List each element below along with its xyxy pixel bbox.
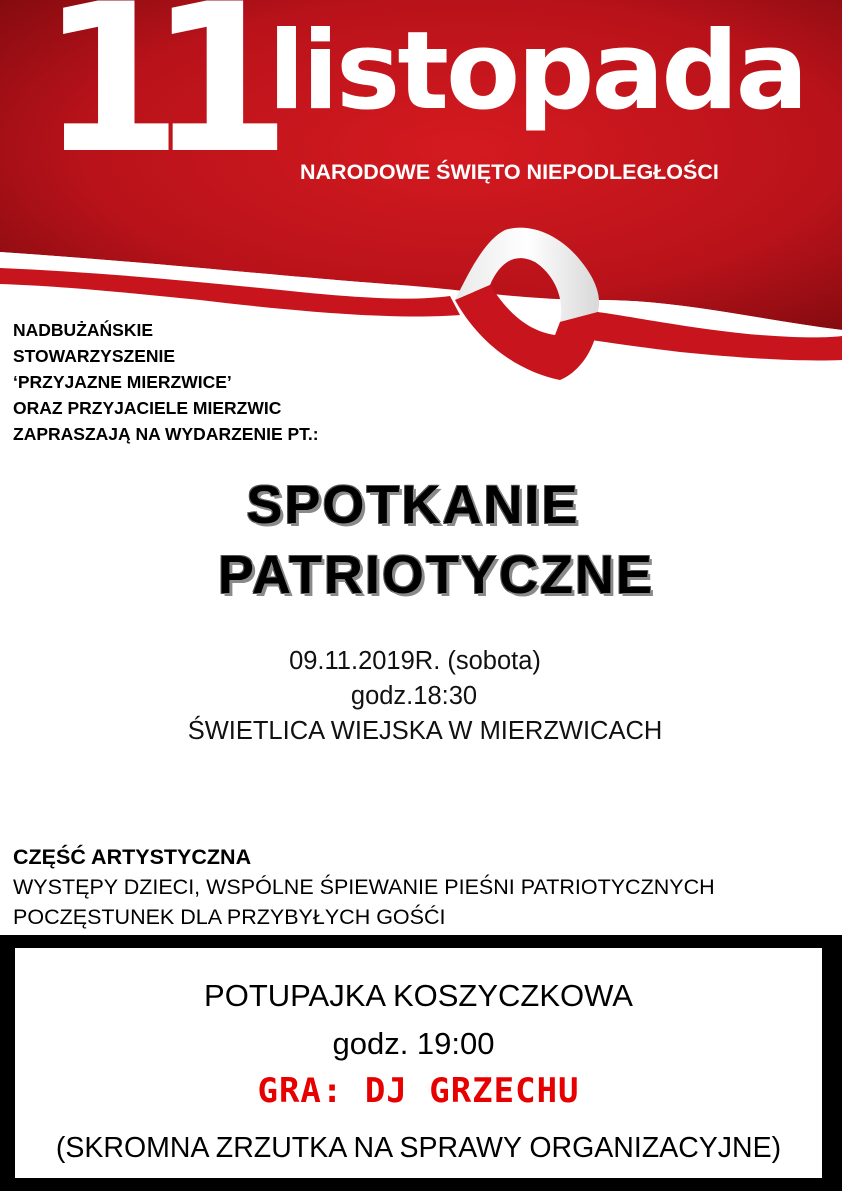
party-time: godz. 19:00 bbox=[332, 1026, 495, 1061]
dj-line: GRA: DJ GRZECHU bbox=[257, 1071, 580, 1111]
party-box bbox=[0, 935, 842, 1191]
program-item: WYSTĘPY DZIECI, WSPÓLNE ŚPIEWANIE PIEŚNI PATRIOTYCZNYCH bbox=[13, 875, 715, 899]
organizer-line: ‘PRZYJAZNE MIERZWICE’ bbox=[13, 372, 232, 392]
organizer-line: ORAZ PRZYJACIELE MIERZWIC bbox=[13, 398, 282, 418]
organizer-line: STOWARZYSZENIE bbox=[13, 346, 176, 366]
month-name: listopada bbox=[268, 9, 806, 134]
party-note: (SKROMNA ZRZUTKA NA SPRAWY ORGANIZACYJNE) bbox=[55, 1132, 782, 1164]
program-item: POCZĘSTUNEK DLA PRZYBYŁYCH GOŚĆI bbox=[13, 905, 446, 929]
party-name: POTUPAJKA KOSZYCZKOWA bbox=[204, 978, 633, 1013]
organizer-text bbox=[13, 317, 319, 447]
event-time: godz.18:30 bbox=[350, 682, 478, 710]
event-title-line2: PATRIOTYCZNE bbox=[218, 545, 654, 605]
organizer-line: NADBUŻAŃSKIE bbox=[13, 320, 153, 340]
program-section bbox=[13, 842, 715, 932]
event-title-line1: SPOTKANIE bbox=[246, 475, 580, 535]
program-heading: CZĘŚĆ ARTYSTYCZNA bbox=[13, 845, 252, 869]
party-box-inner bbox=[15, 948, 822, 1178]
holiday-subtitle: NARODOWE ŚWIĘTO NIEPODLEGŁOŚCI bbox=[300, 160, 719, 184]
event-date: 09.11.2019R. (sobota) bbox=[289, 647, 541, 675]
day-number: 11 bbox=[40, 0, 258, 199]
event-place: ŚWIETLICA WIEJSKA W MIERZWICACH bbox=[187, 717, 663, 745]
organizer-line: ZAPRASZAJĄ NA WYDARZENIE PT.: bbox=[13, 424, 319, 444]
